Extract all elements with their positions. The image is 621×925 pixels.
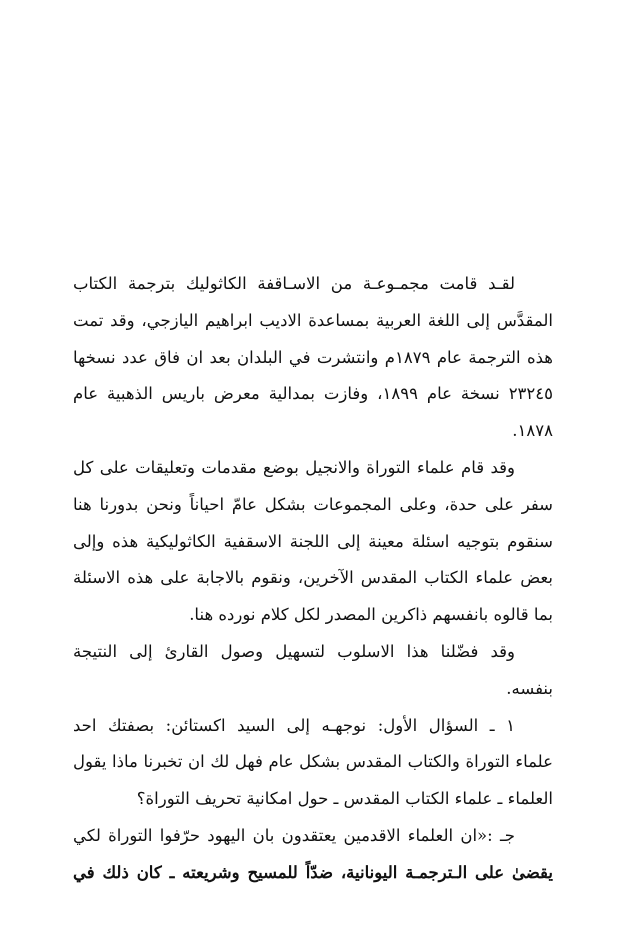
text-line: العلماء ـ علماء الكتاب المقدس ـ حول امكانية تحريف التوراة؟ — [136, 789, 553, 809]
text-line: ١٨٧٨. — [512, 421, 553, 441]
text-line: علماء التوراة والكتاب المقدس بشكل عام فهل لك ان تخبرنا ماذا يقول — [73, 752, 553, 772]
text-line: المقدَّس إلى اللغة العربية بمساعدة الاديب ابراهيم اليازجي، وقد تمت — [73, 310, 553, 330]
text-line: سنقوم بتوجيه اسئلة معينة إلى اللجنة الاسقفية الكاثوليكية هذه وإلى — [73, 531, 553, 551]
text-line: يقضىٰ على الـترجمـة اليونانية، ضدّاً للمسيح وشريعته ـ كان ذلك في — [73, 862, 553, 882]
text-line: وقد فضّلنا هذا الاسلوب لتسهيل وصول القارئ إلى النتيجة — [73, 641, 515, 661]
paragraph-4 — [73, 708, 553, 818]
text-line: ٢٣٢٤٥ نسخة عام ١٨٩٩، وفازت بمدالية معرض باريس الذهبية عام — [73, 384, 553, 404]
body-text — [73, 266, 553, 892]
text-line: سفر على حدة، وعلى المجموعات بشكل عامّ احياناً ونحن بدورنا هنا — [73, 494, 553, 514]
text-line: جـ :«ان العلماء الاقدمين يعتقدون بان اليهود حرّفوا التوراة لكي — [73, 825, 515, 845]
paragraph-3 — [73, 634, 553, 708]
text-line: بنفسه. — [506, 678, 553, 698]
paragraph-1 — [73, 266, 553, 450]
text-line: وقد قام علماء التوراة والانجيل بوضع مقدمات وتعليقات على كل — [73, 457, 515, 477]
text-line: هذه الترجمة عام ١٨٧٩م وانتشرت في البلدان بعد ان فاق عدد نسخها — [73, 347, 553, 367]
paragraph-5 — [73, 818, 553, 892]
paragraph-2 — [73, 450, 553, 634]
text-line: بعض علماء الكتاب المقدس الآخرين، ونقوم بالاجابة على هذه الاسئلة — [73, 568, 553, 588]
text-line: بما قالوه بانفسهم ذاكرين المصدر لكل كلام نورده هنا. — [189, 605, 553, 625]
text-line: ١ ـ السؤال الأول: نوجهـه إلى السيد اكستائن: بصفتك احد — [73, 715, 515, 735]
text-line: لقـد قامت مجمـوعـة من الاسـاقفة الكاثوليك بترجمة الكتاب — [73, 274, 515, 293]
